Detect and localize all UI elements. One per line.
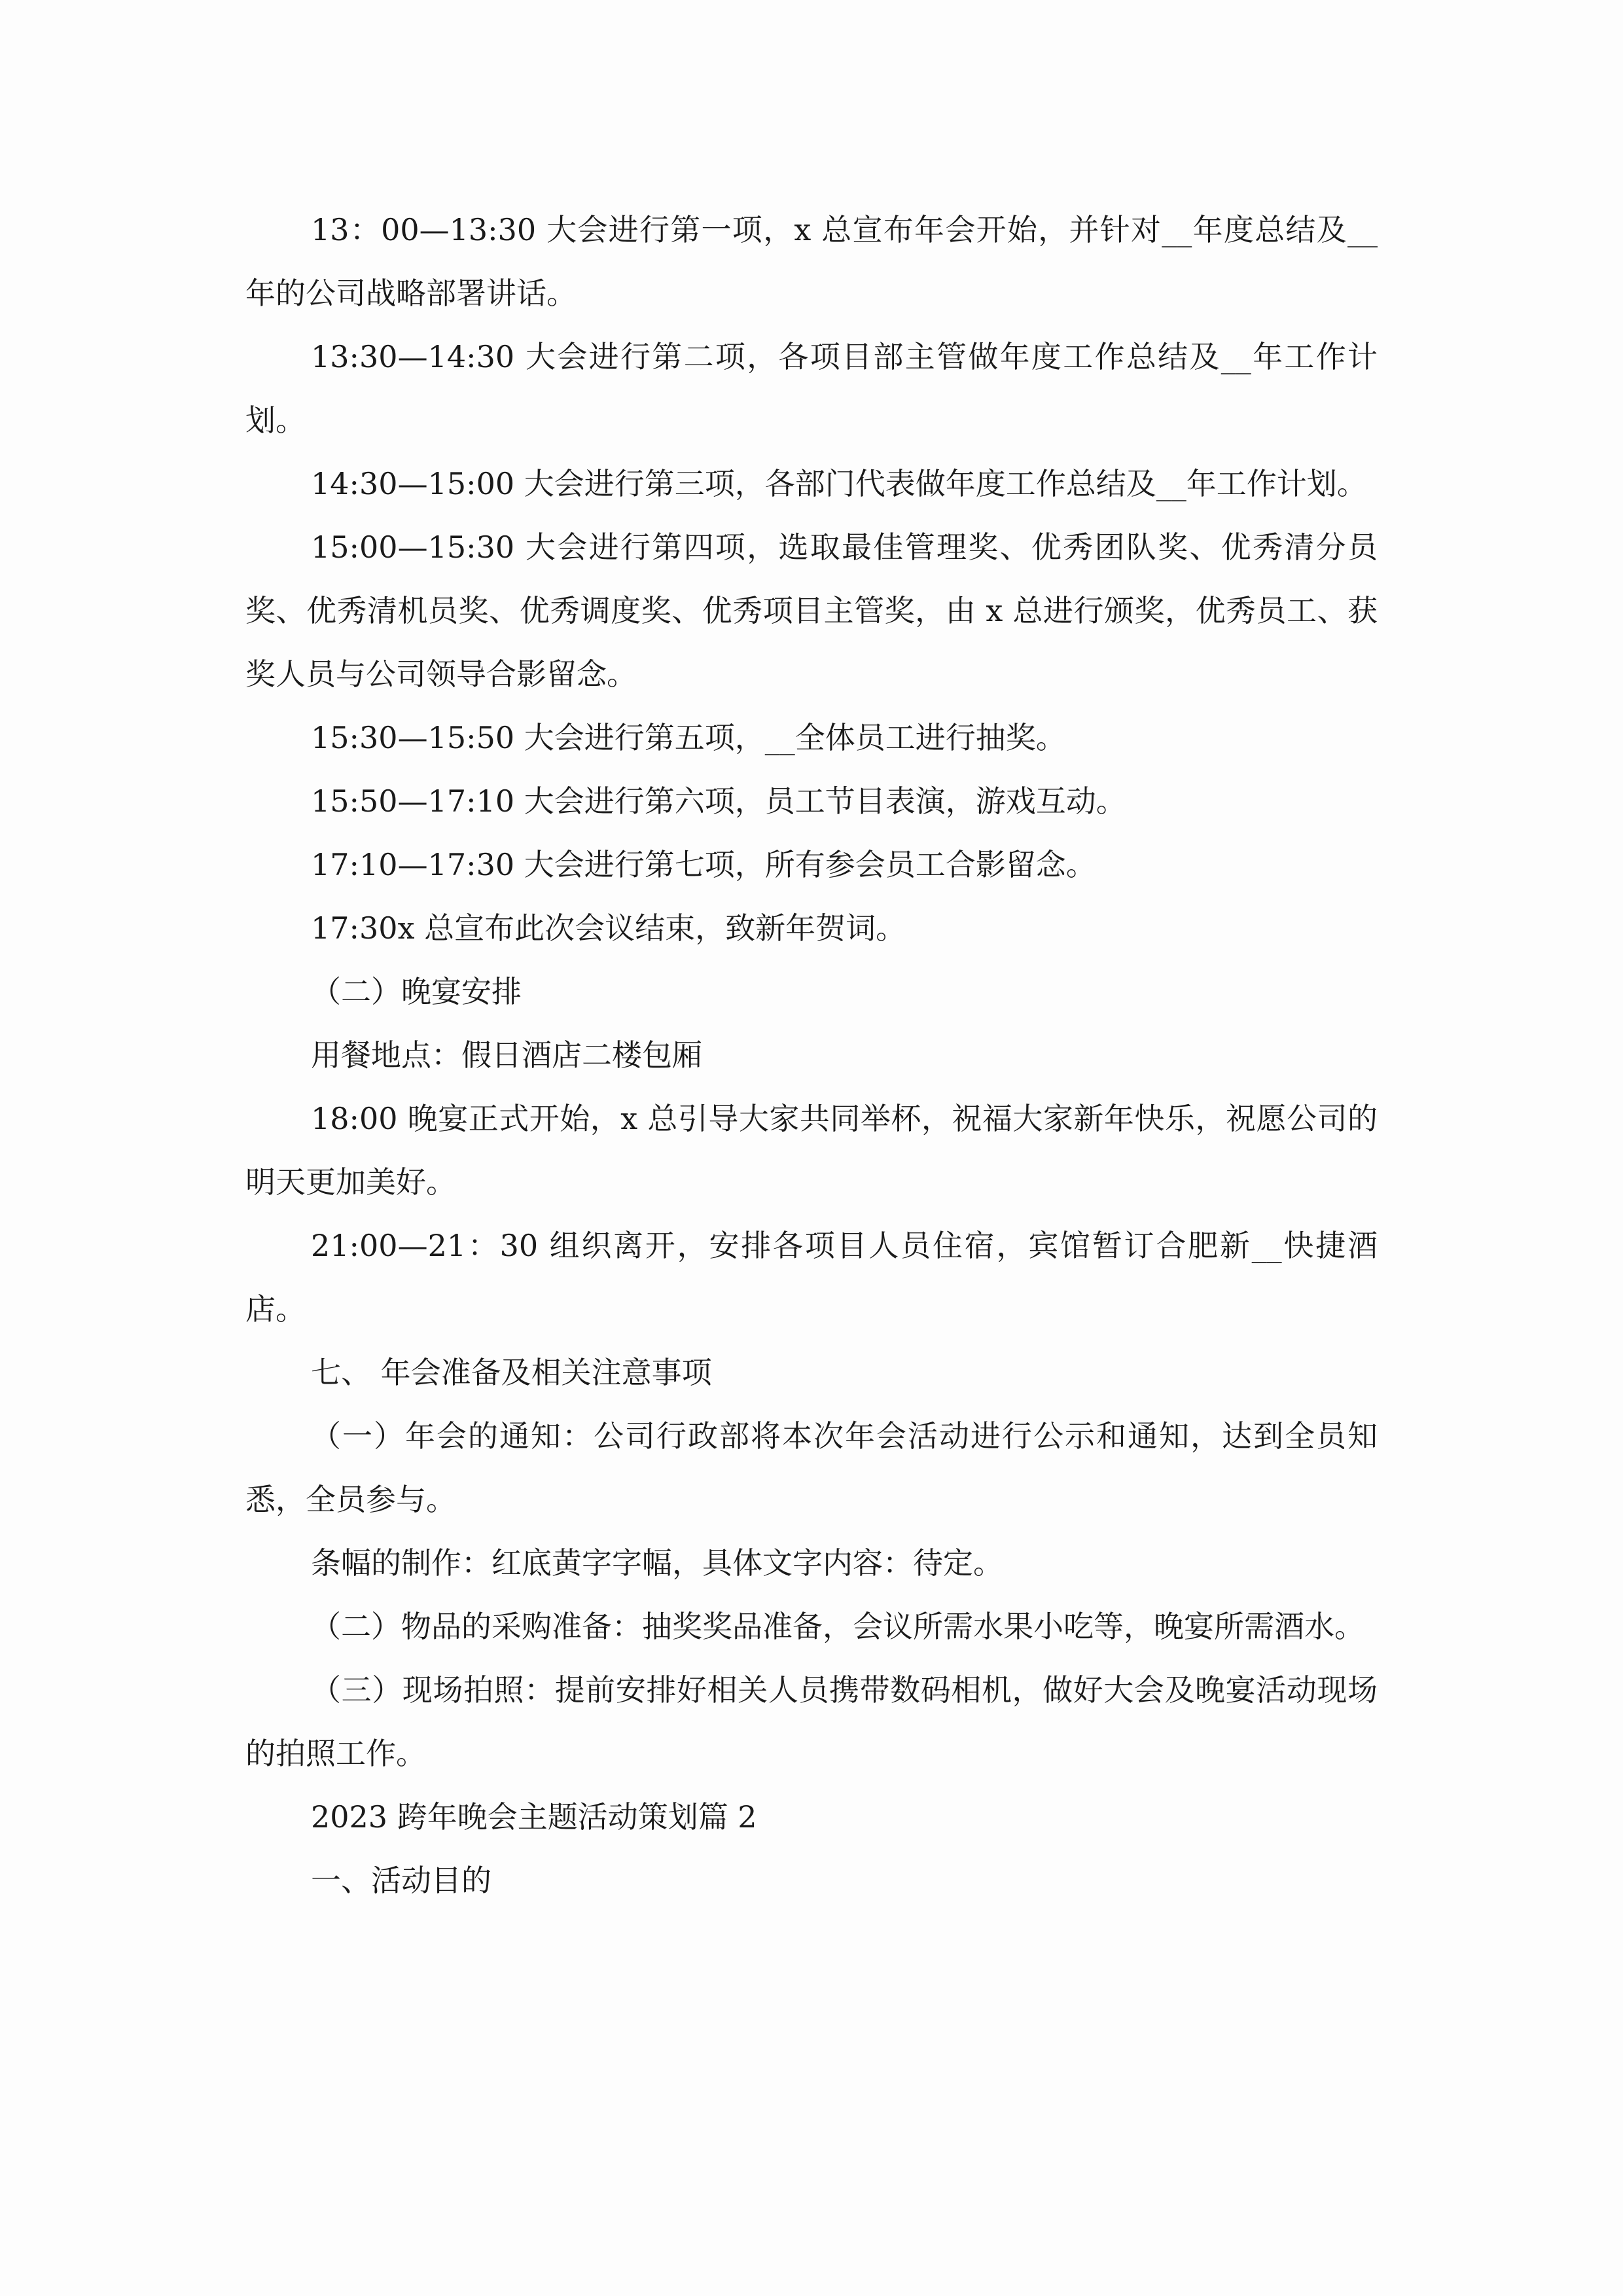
paragraph-schedule-3: 14:30—15:00 大会进行第三项，各部门代表做年度工作总结及__年工作计划。 bbox=[311, 466, 1367, 501]
section-heading-preparation: 七、 年会准备及相关注意事项 bbox=[311, 1355, 712, 1390]
paragraph-schedule-5: 15:30—15:50 大会进行第五项，__全体员工进行抽奖。 bbox=[311, 720, 1066, 755]
paragraph-schedule-1: 13：00—13:30 大会进行第一项，x 总宣布年会开始，并针对__年度总结及__年的公司战略部署讲话。 bbox=[245, 212, 1378, 311]
section-heading-purpose: 一、活动目的 bbox=[311, 1863, 491, 1898]
paragraph-notice: （一）年会的通知：公司行政部将本次年会活动进行公示和通知，达到全员知悉，全员参与。 bbox=[245, 1418, 1378, 1517]
article-title-part-2: 2023 跨年晚会主题活动策划篇 2 bbox=[311, 1799, 757, 1835]
paragraph-schedule-4: 15:00—15:30 大会进行第四项，选取最佳管理奖、优秀团队奖、优秀清分员奖、优秀清机员奖、优秀调度奖、优秀项目主管奖，由 x 总进行颁奖，优秀员工、获奖人员与公司领导合影留念。 bbox=[245, 529, 1378, 692]
paragraph-schedule-2: 13:30—14:30 大会进行第二项，各项目部主管做年度工作总结及__年工作计划。 bbox=[245, 339, 1378, 438]
paragraph-schedule-8: 17:30x 总宣布此次会议结束，致新年贺词。 bbox=[311, 910, 906, 946]
paragraph-schedule-6: 15:50—17:10 大会进行第六项，员工节目表演，游戏互动。 bbox=[311, 783, 1126, 819]
section-heading-banquet: （二）晚宴安排 bbox=[311, 974, 522, 1009]
paragraph-venue: 用餐地点：假日酒店二楼包厢 bbox=[311, 1037, 702, 1073]
paragraph-departure: 21:00—21：30 组织离开，安排各项目人员住宿，宾馆暂订合肥新__快捷酒店。 bbox=[245, 1228, 1378, 1327]
paragraph-banner: 条幅的制作：红底黄字字幅，具体文字内容：待定。 bbox=[311, 1545, 1003, 1581]
document-body bbox=[245, 198, 1378, 1912]
paragraph-purchase: （二）物品的采购准备：抽奖奖品准备，会议所需水果小吃等，晚宴所需酒水。 bbox=[311, 1609, 1364, 1644]
paragraph-photography: （三）现场拍照：提前安排好相关人员携带数码相机，做好大会及晚宴活动现场的拍照工作。 bbox=[245, 1672, 1378, 1771]
paragraph-schedule-7: 17:10—17:30 大会进行第七项，所有参会员工合影留念。 bbox=[311, 847, 1096, 882]
paragraph-banquet-start: 18:00 晚宴正式开始，x 总引导大家共同举杯，祝福大家新年快乐，祝愿公司的明天更加美好。 bbox=[245, 1101, 1378, 1200]
